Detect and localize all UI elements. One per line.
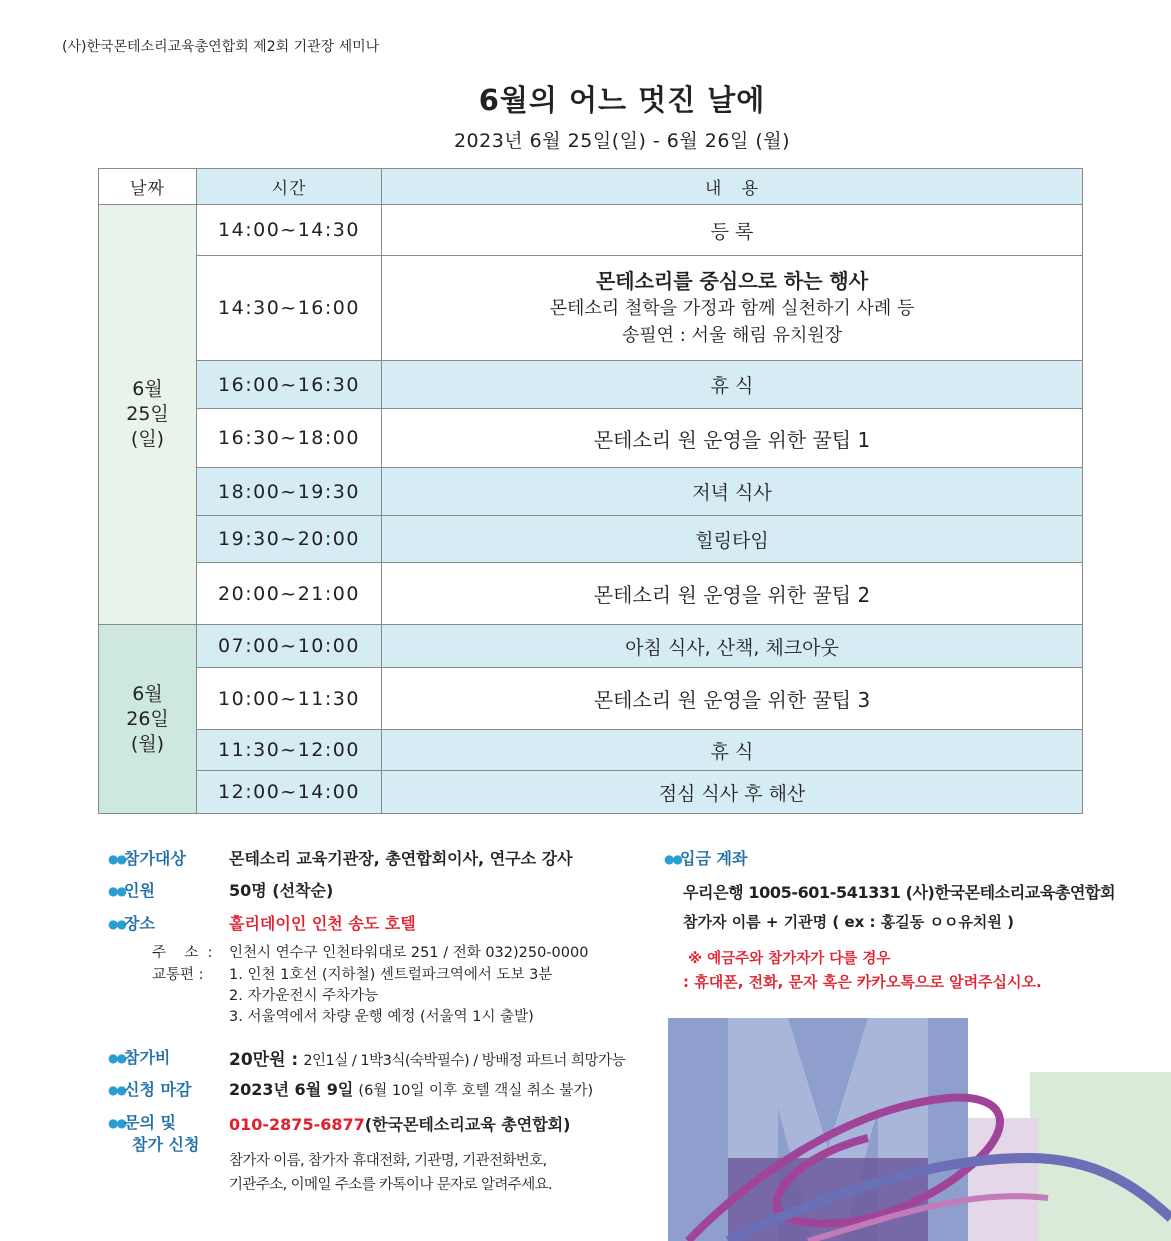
row-content: 휴 식 [382, 361, 1083, 409]
table-row [99, 625, 1083, 668]
bullet-dots-icon: ●● [108, 917, 125, 931]
contact-label: ●●문의 및 참가 신청 [108, 1113, 200, 1154]
contact-note-1: 참가자 이름, 참가자 휴대전화, 기관명, 기관전화번호, [229, 1153, 547, 1169]
table-row [99, 409, 1083, 468]
fee-label: ●●참가비 [108, 1048, 171, 1067]
table-row [99, 563, 1083, 625]
row-content-detail: 몬테소리 철학을 가정과 함께 실천하기 사례 등 [549, 297, 915, 319]
bullet-dots-icon: ●● [108, 1051, 125, 1065]
target-value: 몬테소리 교육기관장, 총연합회이사, 연구소 강사 [229, 849, 573, 868]
day2-date: 26일 [126, 707, 169, 730]
transport-item-3: 3. 서울역에서 차량 운행 예정 (서울역 1시 출발) [229, 1009, 534, 1025]
place-value: 홀리데이인 인천 송도 호텔 [229, 914, 416, 933]
table-header-row [99, 169, 1083, 205]
row-time: 14:30~16:00 [197, 256, 382, 361]
row-time: 11:30~12:00 [197, 730, 382, 771]
bullet-dots-icon: ●● [108, 1083, 125, 1097]
row-time: 10:00~11:30 [197, 668, 382, 730]
bank-note-2: : 휴대폰, 전화, 문자 혹은 카카오톡으로 알려주십시오. [683, 973, 1042, 991]
address-label: 주 소 : [152, 945, 213, 961]
day1-weekday: (일) [130, 428, 165, 450]
table-row [99, 668, 1083, 730]
row-content: 힐링타임 [382, 516, 1083, 563]
row-content: 몬테소리 원 운영을 위한 꿀팁 1 [382, 409, 1083, 468]
transport-item-2: 2. 자가운전시 주차가능 [229, 988, 379, 1004]
address-value: 인천시 연수구 인천타워대로 251 / 전화 032)250-0000 [229, 945, 589, 961]
table-row [99, 205, 1083, 256]
row-content: 저녁 식사 [382, 468, 1083, 516]
bank-account: 우리은행 1005-601-541331 (사)한국몬테소리교육총연합회 [683, 883, 1116, 902]
row-content: 몬테소리 원 운영을 위한 꿀팁 2 [382, 563, 1083, 625]
row-content: 등 록 [382, 205, 1083, 256]
bank-note-1: ※ 예금주와 참가자가 다를 경우 [688, 951, 891, 967]
page-title: 6월의 어느 멋진 날에 [478, 83, 766, 117]
deadline-value: 2023년 6월 9일 (6월 10일 이후 호텔 객실 취소 불가) [229, 1080, 594, 1099]
header-date: 날짜 [99, 169, 197, 205]
row-content: 휴 식 [382, 730, 1083, 771]
row-time: 14:00~14:30 [197, 205, 382, 256]
place-label: ●●장소 [108, 914, 155, 933]
people-label: ●●인원 [108, 881, 155, 900]
row-time: 20:00~21:00 [197, 563, 382, 625]
header-time: 시간 [197, 169, 382, 205]
schedule-table [98, 168, 1083, 814]
table-row [99, 361, 1083, 409]
target-label: ●●참가대상 [108, 849, 186, 868]
day1-date: 25일 [126, 403, 169, 425]
row-time: 19:30~20:00 [197, 516, 382, 563]
row-content-title: 몬테소리를 중심으로 하는 행사 [595, 268, 869, 293]
organizer-line: (사)한국몬테소리교육총연합회 제2회 기관장 세미나 [62, 39, 380, 55]
row-time: 18:00~19:30 [197, 468, 382, 516]
day1-cell [99, 205, 197, 625]
bullet-dots-icon: ●● [108, 884, 125, 898]
day2-weekday: (월) [130, 732, 165, 755]
row-content: 몬테소리 원 운영을 위한 꿀팁 3 [382, 668, 1083, 730]
row-time: 16:30~18:00 [197, 409, 382, 468]
header-content: 내 용 [382, 169, 1083, 205]
day2-month: 6월 [132, 682, 163, 705]
deadline-label: ●●신청 마감 [108, 1080, 192, 1099]
montessori-logo-graphic [668, 1018, 1171, 1241]
bullet-dots-icon: ●● [108, 852, 125, 866]
contact-note-2: 기관주소, 이메일 주소를 카톡이나 문자로 알려주세요. [229, 1177, 553, 1193]
row-content: 점심 식사 후 해산 [382, 771, 1083, 814]
row-time: 16:00~16:30 [197, 361, 382, 409]
row-time: 07:00~10:00 [197, 625, 382, 668]
row-content: 아침 식사, 산책, 체크아웃 [382, 625, 1083, 668]
bullet-dots-icon: ●● [108, 1116, 125, 1130]
row-time: 12:00~14:00 [197, 771, 382, 814]
contact-phone: 010-2875-6877(한국몬테소리교육 총연합회) [229, 1115, 571, 1134]
people-value: 50명 (선착순) [229, 881, 334, 900]
transport-item-1: 1. 인천 1호선 (지하철) 센트럴파크역에서 도보 3분 [229, 967, 553, 983]
fee-value: 20만원 : 2인1실 / 1박3식(숙박필수) / 방배정 파트너 희망가능 [229, 1050, 626, 1070]
bank-label: ●●입금 계좌 [664, 849, 748, 868]
day1-month: 6월 [132, 378, 163, 400]
table-row [99, 516, 1083, 563]
table-row [99, 256, 1083, 361]
table-row [99, 468, 1083, 516]
bank-name-rule: 참가자 이름 + 기관명 ( ex : 홍길동 ㅇㅇ유치원 ) [683, 913, 1014, 931]
day2-cell [99, 625, 197, 814]
table-row [99, 730, 1083, 771]
row-content [382, 256, 1083, 361]
row-content-speaker: 송필연 : 서울 해림 유치원장 [621, 324, 843, 346]
bullet-dots-icon: ●● [664, 852, 681, 866]
table-row [99, 771, 1083, 814]
transport-label: 교통편 : [152, 967, 204, 983]
event-dates: 2023년 6월 25일(일) - 6월 26일 (월) [453, 130, 791, 152]
